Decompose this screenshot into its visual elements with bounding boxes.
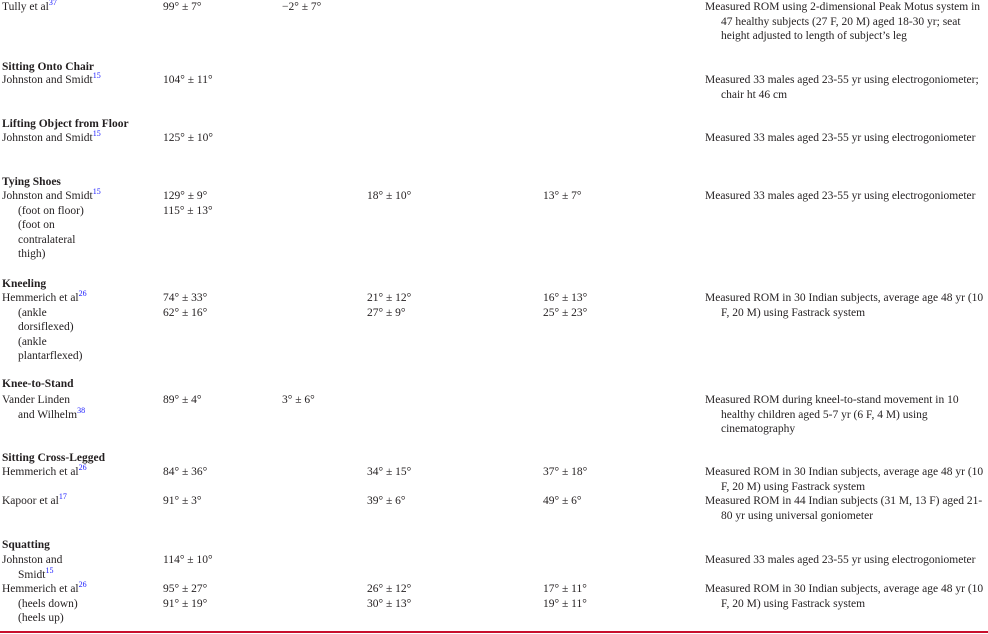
section-heading: Knee-to-Stand [2,378,74,390]
condition-label: (ankle [18,335,47,348]
extension-value: 3° ± 6° [282,394,315,406]
abduction-value: 39° ± 6° [367,495,406,507]
author-cell: Vander Linden [2,394,71,406]
comment-cell: Measured ROM during kneel-to-stand movement in 10 healthy children aged 5-7 yr (6 F, 4 M) using cinematography [705,394,959,435]
rotation-value: 49° ± 6° [543,495,582,507]
section-heading: Sitting Onto Chair [2,61,95,73]
flexion-value: 74° ± 33° [163,292,208,304]
abduction-value: 18° ± 10° [367,190,412,202]
section-heading: Kneeling [2,278,47,290]
flexion-value: 104° ± 11° [163,74,213,86]
comment-cell: Measured ROM in 30 Indian subjects, average age 48 yr (10 F, 20 M) using Fastrack system [705,466,984,493]
abduction-value: 21° ± 12° [367,292,412,304]
author-cell: Hemmerich et al$^{26}$ [2,580,87,595]
condition-label: (heels down) [18,597,78,610]
section-heading: Tying Shoes [2,176,61,188]
condition-label: plantarflexed) [18,350,83,362]
section-heading: Lifting Object from Floor [2,118,129,130]
condition-label: (heels up) [18,612,64,624]
comment-cell: Measured 33 males aged 23-55 yr using electrogoniometer [705,190,976,202]
abduction-value: 30° ± 13° [367,597,412,610]
flexion-value: 114° ± 10° [163,554,213,566]
abduction-value: 26° ± 12° [367,583,412,595]
comment-cell: Measured ROM using 2-dimensional Peak Motus system in 47 healthy subjects (27 F, 20 M) aged 18-30 yr; seat height adjusted to length of subject’s leg [705,1,981,42]
flexion-value: 95° ± 27° [163,583,208,595]
comment-cell: Measured 33 males aged 23-55 yr using electrogoniometer; chair ht 46 cm [705,74,979,101]
condition-label: thigh) [18,248,46,260]
reference-link[interactable]: 15 [92,187,101,197]
author-cell: Smidt$^{15}$ [18,565,54,581]
reference-link[interactable]: 15 [45,565,54,575]
condition-label: contralateral [18,233,76,246]
author-cell: Kapoor et al$^{17}$ [2,492,67,507]
rotation-value: 19° ± 11° [543,597,587,610]
reference-link[interactable]: 38 [77,405,86,415]
table-bottom-rule [0,631,988,633]
condition-label: (ankle [18,306,47,319]
condition-label: dorsiflexed) [18,321,74,333]
reference-link[interactable]: 26 [78,463,87,473]
condition-label: (foot on [18,219,55,231]
comment-cell: Measured ROM in 30 Indian subjects, average age 48 yr (10 F, 20 M) using Fastrack system [705,292,984,319]
author-cell: Hemmerich et al$^{26}$ [2,463,87,478]
rotation-value: 16° ± 13° [543,292,588,304]
abduction-value: 34° ± 15° [367,466,412,478]
comment-cell: Measured 33 males aged 23-55 yr using electrogoniometer [705,132,976,144]
comment-cell: Measured ROM in 44 Indian subjects (31 M, 13 F) aged 21-80 yr using universal goniometer [705,495,983,522]
author-cell: Johnston and [2,554,63,566]
extension-value: −2° ± 7° [282,1,322,13]
comment-cell: Measured ROM in 30 Indian subjects, average age 48 yr (10 F, 20 M) using Fastrack system [705,583,984,610]
author-cell: Johnston and Smidt$^{15}$ [2,129,101,144]
flexion-value: 125° ± 10° [163,132,214,144]
rotation-value: 37° ± 18° [543,466,588,478]
author-cell: and Wilhelm$^{38}$ [18,405,86,421]
flexion-value: 62° ± 16° [163,306,208,319]
flexion-value: 91° ± 19° [163,597,208,610]
flexion-value: 115° ± 13° [163,204,213,217]
author-cell: Hemmerich et al$^{26}$ [2,289,87,304]
reference-link[interactable]: 15 [92,71,101,81]
flexion-value: 91° ± 3° [163,495,202,507]
flexion-value: 84° ± 36° [163,466,208,478]
author-cell: Johnston and Smidt$^{15}$ [2,187,101,202]
author-cell: Johnston and Smidt$^{15}$ [2,71,101,86]
reference-link[interactable]: 15 [92,129,101,139]
rotation-value: 17° ± 11° [543,583,587,595]
rotation-value: 25° ± 23° [543,306,588,319]
reference-link[interactable]: 37 [48,0,57,8]
comment-cell: Measured 33 males aged 23-55 yr using electrogoniometer [705,554,976,566]
section-heading: Squatting [2,539,50,551]
reference-link[interactable]: 26 [78,580,87,590]
flexion-value: 99° ± 7° [163,1,202,13]
flexion-value: 89° ± 4° [163,394,202,406]
author-cell: Tully et al$^{37}$ [2,0,57,13]
flexion-value: 129° ± 9° [163,190,208,202]
abduction-value: 27° ± 9° [367,306,406,319]
rotation-value: 13° ± 7° [543,190,582,202]
reference-link[interactable]: 26 [78,289,87,299]
reference-link[interactable]: 17 [58,492,67,502]
section-heading: Sitting Cross-Legged [2,452,105,464]
condition-label: (foot on floor) [18,204,84,217]
